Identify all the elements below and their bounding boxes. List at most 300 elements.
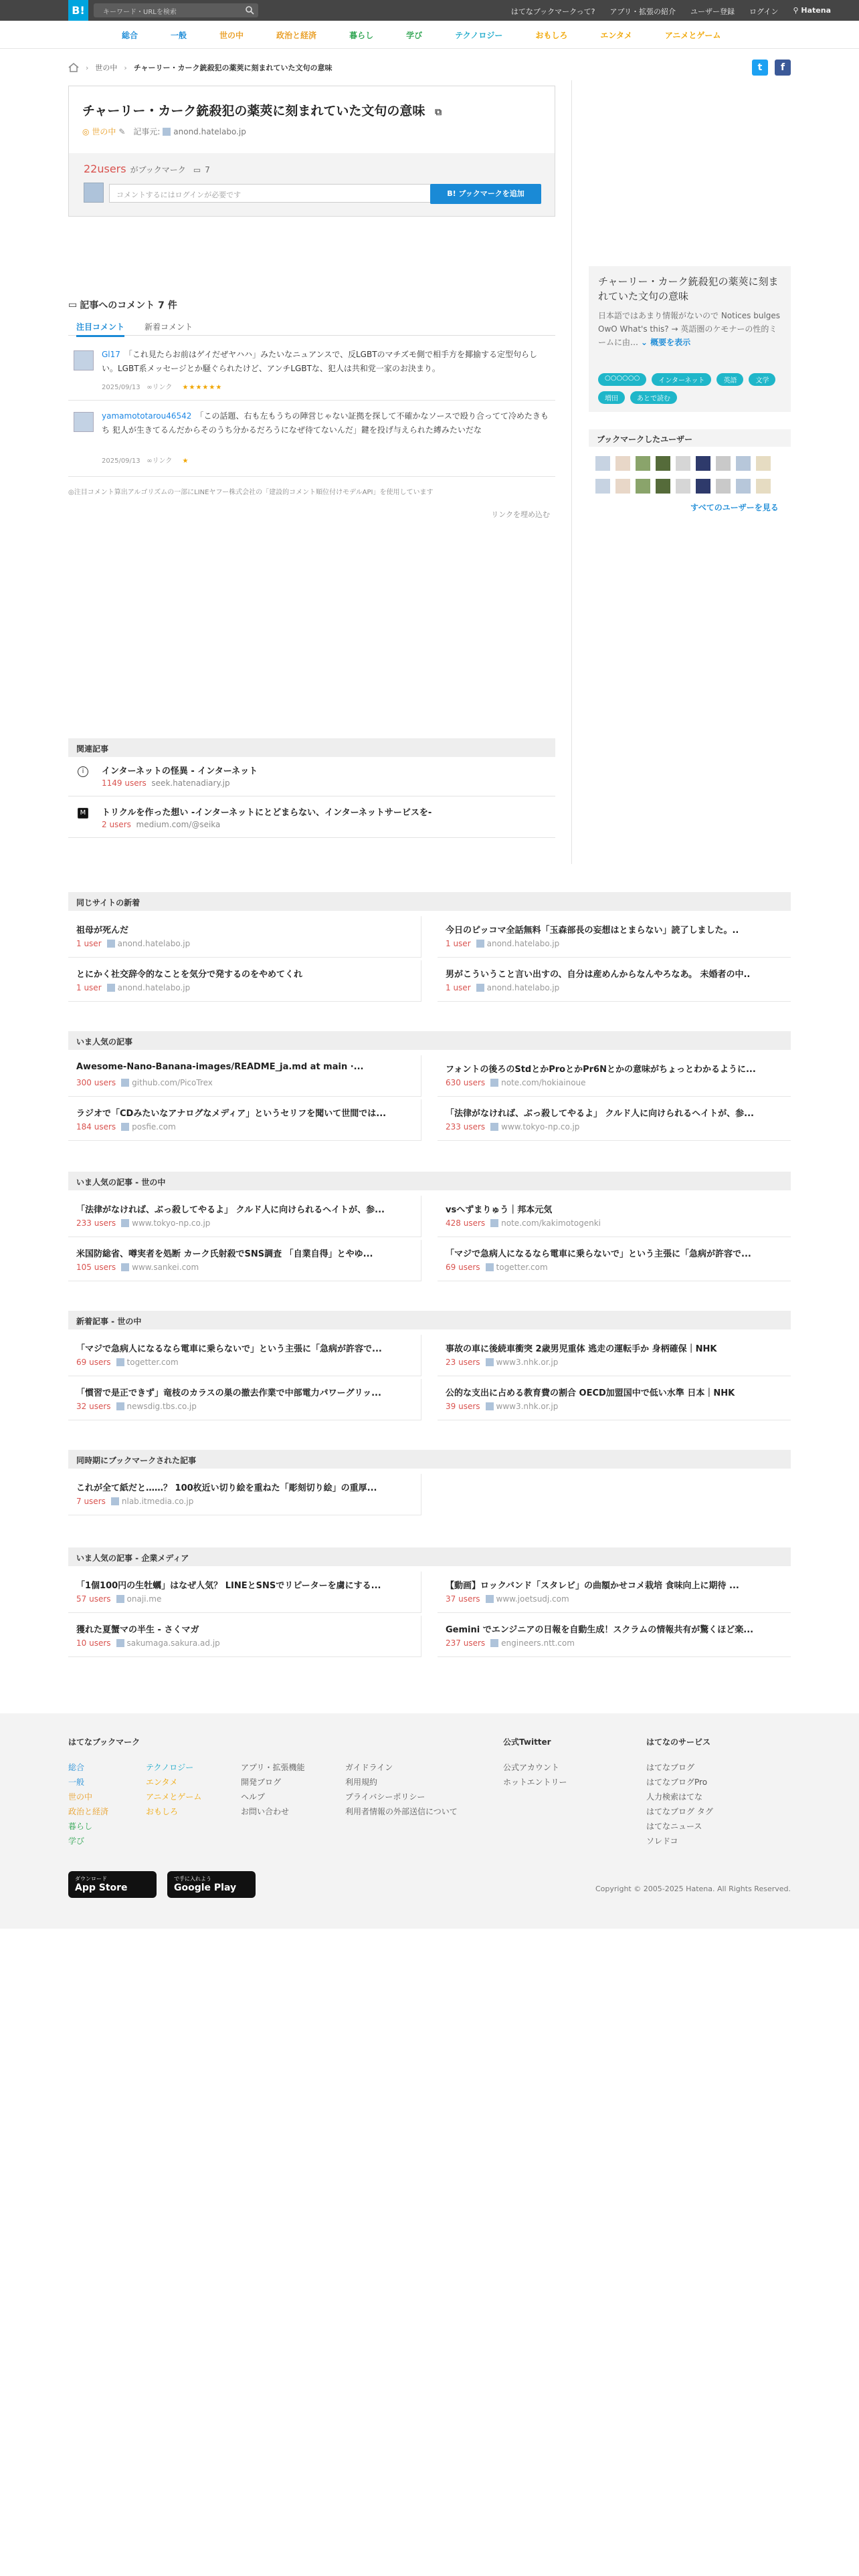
footer-link[interactable]: プライバシーポリシー [345, 1792, 425, 1802]
twitter-share-icon[interactable]: t [752, 60, 768, 76]
category-tab[interactable]: テクノロジー [455, 31, 503, 40]
avatar[interactable] [636, 479, 650, 494]
about-link[interactable]: はてなブックマークって? [510, 7, 595, 16]
section-heading: いま人気の記事 - 企業メディア [68, 1547, 791, 1566]
article-meta [446, 1638, 575, 1648]
related-item[interactable] [68, 764, 555, 797]
avatar[interactable] [595, 479, 610, 494]
section-heading: いま人気の記事 [68, 1031, 791, 1050]
article-site[interactable]: posfie.com [132, 1122, 176, 1132]
article-item[interactable] [68, 1099, 421, 1141]
site-favicon [486, 1595, 494, 1603]
avatar[interactable] [756, 479, 771, 494]
comment-date[interactable]: 2025/09/13 [102, 457, 140, 465]
article-item[interactable] [438, 1099, 791, 1141]
article-title[interactable]: 「慣習で是正できず」竜枝のカラスの巣の撤去作業で中部電力パワーグリッ... [76, 1388, 381, 1398]
footer-col-policy [345, 1760, 458, 1819]
site-favicon [107, 984, 115, 992]
article-meta [446, 1594, 569, 1604]
avatar[interactable] [74, 350, 94, 370]
entry-card [68, 86, 555, 217]
footer-link[interactable]: ホットエントリー [503, 1778, 567, 1787]
article-site[interactable]: www.tokyo-np.co.jp [132, 1218, 211, 1228]
comment-input[interactable]: コメントするにはログインが必要です [109, 184, 452, 203]
footer-link[interactable]: 総合 [68, 1763, 85, 1772]
article-users[interactable]: 233 users [76, 1218, 116, 1228]
source-favicon [163, 128, 171, 136]
article-users[interactable]: 7 users [76, 1497, 106, 1506]
comment-user[interactable]: Gl17 [102, 350, 120, 359]
avatar[interactable] [74, 412, 94, 432]
article-users[interactable]: 1 user [76, 939, 102, 948]
footer-heading: はてなブックマーク [68, 1737, 140, 1747]
avatar[interactable] [676, 479, 690, 494]
article-item[interactable] [438, 960, 791, 1002]
article-site[interactable]: anond.hatelabo.jp [486, 983, 560, 992]
article-site[interactable]: anond.hatelabo.jp [117, 983, 191, 992]
article-users[interactable]: 184 users [76, 1122, 116, 1132]
article-users[interactable]: 69 users [76, 1358, 111, 1367]
footer-link[interactable]: はてなニュース [646, 1822, 702, 1831]
article-meta [446, 939, 559, 948]
login-link[interactable]: ログイン [749, 7, 779, 16]
top-bar [0, 0, 859, 21]
link-icon: ∞ [147, 384, 153, 391]
comment-meta [102, 381, 222, 391]
breadcrumb-section[interactable]: 世の中 [95, 64, 118, 72]
footer-link[interactable]: アプリ・拡張機能 [241, 1763, 305, 1772]
bookmark-count[interactable] [84, 163, 210, 175]
site-favicon [121, 1219, 129, 1227]
article-site[interactable]: www3.nhk.or.jp [496, 1358, 559, 1367]
show-summary-link[interactable] [641, 338, 690, 347]
article-users[interactable]: 23 users [446, 1358, 480, 1367]
article-title[interactable]: 「法律がなければ、ぶっ殺してやるよ」 クルド人に向けられるヘイトが、参... [76, 1205, 385, 1215]
article-meta [446, 1218, 601, 1228]
app-store-label: App Store [75, 1883, 128, 1893]
article-site[interactable]: www.sankei.com [132, 1263, 199, 1272]
article-site[interactable]: www.tokyo-np.co.jp [501, 1122, 580, 1132]
add-bookmark-button[interactable]: B! ブックマークを追加 [430, 184, 541, 204]
tab-new[interactable]: 新着コメント [145, 322, 193, 332]
show-summary-label: 概要を表示 [650, 338, 691, 347]
footer-link[interactable]: 一般 [68, 1778, 85, 1787]
article-meta [446, 983, 559, 992]
site-favicon [116, 1358, 124, 1366]
article-item[interactable] [68, 1474, 421, 1515]
article-item[interactable] [68, 1055, 421, 1097]
footer-heading: はてなのサービス [646, 1737, 711, 1747]
article-site[interactable]: www3.nhk.or.jp [496, 1402, 559, 1411]
article-users[interactable]: 300 users [76, 1078, 116, 1087]
article-site[interactable]: sakumaga.sakura.ad.jp [126, 1638, 220, 1648]
article-meta [76, 939, 190, 948]
entry-meta [82, 126, 246, 137]
search-placeholder: キーワード・URLを検索 [103, 9, 177, 16]
article-users[interactable]: 1 user [446, 983, 471, 992]
summary-desc [598, 309, 783, 349]
article-item[interactable] [438, 1572, 791, 1613]
article-title[interactable]: Gemini でエンジニアの日報を自動生成！スクラムの情報共有が驚くほど楽... [446, 1625, 754, 1635]
footer-col-services [646, 1735, 713, 1848]
related-heading: 関連記事 [68, 738, 555, 757]
footer-link[interactable]: テクノロジー [146, 1763, 194, 1772]
site-favicon [121, 1079, 129, 1087]
related-title[interactable]: トリクルを作った想い -インターネットにとどまらない、インターネットサービスを- [102, 808, 432, 818]
hatena-bookmark-logo[interactable]: B! [68, 0, 88, 21]
category-tab[interactable]: 世の中 [219, 31, 244, 40]
footer [0, 1713, 859, 1929]
footer-link[interactable]: ヘルプ [241, 1792, 266, 1802]
site-favicon [116, 1402, 124, 1410]
article-users[interactable]: 237 users [446, 1638, 486, 1648]
algorithm-notice: ◎注目コメント算出アルゴリズムの一部にLINEヤフー株式会社の「建設的コメント順位付けモデルAPI」を使用しています [68, 489, 434, 496]
search-input[interactable] [94, 3, 258, 17]
footer-link[interactable]: エンタメ [146, 1778, 178, 1787]
article-meta [76, 1638, 220, 1648]
article-site[interactable]: onaji.me [126, 1594, 162, 1604]
article-title[interactable]: Awesome-Nano-Banana-images/README_ja.md at main ·... [76, 1062, 364, 1072]
article-users[interactable]: 233 users [446, 1122, 486, 1132]
article-meta [446, 1263, 548, 1272]
article-site[interactable]: engineers.ntt.com [501, 1638, 575, 1648]
chevron-right-icon: › [124, 63, 127, 72]
related-site[interactable]: seek.hatenadiary.jp [151, 778, 230, 788]
article-item[interactable] [438, 916, 791, 958]
related-users[interactable]: 2 users [102, 820, 131, 829]
signup-link[interactable]: ユーザー登録 [690, 7, 735, 16]
related-item[interactable] [68, 805, 555, 839]
facebook-share-icon[interactable]: f [775, 60, 791, 76]
article-title[interactable]: 今日のピッコマ全話無料「玉森部長の妄想はとまらない」読了しました。.. [446, 926, 739, 936]
category-tab[interactable]: エンタメ [600, 31, 632, 40]
comment-meta [102, 455, 189, 465]
speech-bubble-icon: ▭ [68, 300, 78, 310]
site-favicon [490, 1219, 498, 1227]
chevron-down-icon: ⌄ [640, 338, 651, 347]
divider [68, 400, 555, 401]
article-users[interactable]: 32 users [76, 1402, 111, 1411]
footer-link[interactable]: 暮らし [68, 1822, 93, 1831]
site-favicon [486, 1402, 494, 1410]
entry-category[interactable]: 世の中 [92, 127, 116, 136]
copyright: Copyright © 2005-2025 Hatena. All Rights Reserved. [595, 1885, 791, 1893]
avatar[interactable] [656, 456, 670, 471]
comment-item [68, 348, 555, 393]
category-tab[interactable]: おもしろ [535, 31, 568, 40]
comments-heading [68, 298, 177, 312]
avatar [84, 183, 104, 203]
article-item[interactable] [68, 960, 421, 1002]
tag-badge[interactable]: あとで読む [630, 391, 677, 404]
footer-col-twitter [503, 1735, 567, 1790]
article-item[interactable] [68, 1335, 421, 1376]
site-favicon [476, 940, 484, 948]
article-title[interactable]: フォントの後ろのStdとかProとかPr6Nとかの意味がちょっとわかるように... [446, 1065, 756, 1075]
star-rating[interactable]: ★★★★★★ [182, 384, 223, 391]
google-play-label: Google Play [174, 1883, 237, 1893]
footer-link[interactable]: お問い合わせ [241, 1807, 290, 1816]
article-title[interactable]: 「法律がなければ、ぶっ殺してやるよ」 クルド人に向けられるヘイトが、参... [446, 1109, 754, 1119]
article-meta [76, 1122, 176, 1132]
article-title[interactable]: これが全て紙だと……？ 100枚近い切り絵を重ねた「彫刻切り絵」の重厚... [76, 1483, 377, 1493]
avatar[interactable] [656, 479, 670, 494]
article-meta [446, 1358, 558, 1367]
article-users[interactable]: 10 users [76, 1638, 111, 1648]
site-favicon [490, 1639, 498, 1647]
header-links [511, 6, 831, 17]
article-title[interactable]: ラジオで「CDみたいなアナログなメディア」というセリフを聞いて世間では... [76, 1109, 387, 1119]
divider [68, 837, 555, 838]
article-site[interactable]: newsdig.tbs.co.jp [126, 1402, 197, 1411]
comment-text: 「これ見たらお前はゲイだぜヤハハ」みたいなニュアンスで、反LGBTのマチズモ側で相手方を揶揄する定型句らしい。LGBT系メッセージとか騒ぐられたけど、アンチLGBTな、犯人は共和党一家のお決まり。 [102, 350, 538, 373]
footer-col-categories [146, 1760, 201, 1819]
category-tab[interactable]: 学び [406, 31, 423, 40]
avatar[interactable] [696, 456, 710, 471]
footer-link[interactable]: 利用規約 [345, 1778, 378, 1787]
medium-icon: M [78, 808, 88, 819]
article-item[interactable] [68, 1379, 421, 1420]
article-users[interactable]: 428 users [446, 1218, 486, 1228]
article-item[interactable] [438, 1379, 791, 1420]
article-title[interactable]: 獲れた夏蟹マの半生 - さくマガ [76, 1625, 199, 1635]
divider [68, 476, 555, 477]
site-favicon [486, 1263, 494, 1271]
avatar[interactable] [615, 456, 630, 471]
article-site[interactable]: nlab.itmedia.co.jp [121, 1497, 194, 1506]
bookmark-count-value[interactable]: 22users [84, 163, 126, 175]
avatar[interactable] [736, 479, 751, 494]
related-site[interactable]: medium.com/@seika [136, 820, 221, 829]
article-meta [446, 1402, 558, 1411]
footer-link[interactable]: 公式アカウント [503, 1763, 559, 1772]
home-icon[interactable] [68, 63, 79, 72]
article-item[interactable] [68, 916, 421, 958]
bookmarked-users-grid [595, 456, 756, 494]
hatena-brand-label: Hatena [801, 6, 831, 15]
article-title[interactable]: 「マジで急病人になるなら電車に乗らないで」という主張に「急病が許容で... [446, 1249, 751, 1259]
apps-link[interactable]: アプリ・拡張の紹介 [609, 7, 676, 16]
footer-link[interactable]: ソレドコ [646, 1836, 678, 1846]
star-rating[interactable]: ★ [182, 457, 189, 465]
category-tab[interactable]: 総合 [122, 31, 138, 40]
footer-link[interactable]: おもしろ [146, 1807, 179, 1816]
entry-summary-card [589, 266, 791, 412]
category-tab[interactable]: 一般 [171, 31, 187, 40]
comment-link[interactable]: リンク [152, 457, 173, 465]
category-tab[interactable]: アニメとゲーム [664, 31, 721, 40]
section-heading: 新着記事 - 世の中 [68, 1311, 791, 1329]
article-title[interactable]: とにかく社交辞令的なことを気分で発するのをやめてくれ [76, 970, 303, 980]
comment-link[interactable]: リンク [152, 384, 173, 391]
related-meta [102, 778, 230, 788]
article-meta [76, 1358, 179, 1367]
entry-footer [69, 153, 555, 216]
related-title[interactable]: インターネットの怪異 - インターネット [102, 766, 258, 776]
footer-link[interactable]: はてなブログ タグ [646, 1807, 713, 1816]
entry-title[interactable] [82, 101, 442, 119]
article-site[interactable]: anond.hatelabo.jp [486, 939, 560, 948]
site-favicon [121, 1263, 129, 1271]
section-heading: 同じサイトの新着 [68, 892, 791, 911]
article-meta [76, 1594, 161, 1604]
column-divider [571, 80, 572, 864]
entry-title-text[interactable]: チャーリー・カーク銃殺犯の薬莢に刻まれていた文句の意味 [82, 104, 425, 118]
footer-link[interactable]: アニメとゲーム [146, 1792, 202, 1802]
footer-link[interactable]: 政治と経済 [68, 1807, 109, 1816]
article-meta [76, 1218, 210, 1228]
article-item[interactable] [438, 1055, 791, 1097]
article-users[interactable]: 630 users [446, 1078, 486, 1087]
tab-featured[interactable]: 注目コメント [76, 321, 124, 337]
article-site[interactable]: togetter.com [496, 1263, 548, 1272]
site-favicon [490, 1123, 498, 1131]
footer-link[interactable]: 人力検索はてな [646, 1792, 703, 1802]
source-label: 記事元: [133, 127, 161, 136]
external-link-icon[interactable]: ⧉ [435, 107, 442, 118]
article-meta [76, 983, 190, 992]
related-meta [102, 820, 220, 829]
article-item[interactable] [68, 1240, 421, 1281]
link-icon: ∞ [147, 457, 153, 465]
comment-tabs [68, 318, 555, 336]
site-favicon [486, 1358, 494, 1366]
avatar[interactable] [595, 456, 610, 471]
avatar[interactable] [676, 456, 690, 471]
entry-source[interactable]: anond.hatelabo.jp [173, 126, 246, 136]
comments-heading-text: 記事へのコメント 7 件 [80, 300, 177, 311]
article-users[interactable]: 37 users [446, 1594, 480, 1604]
tag-list [598, 373, 785, 404]
article-item[interactable] [68, 1572, 421, 1613]
avatar[interactable] [756, 456, 771, 471]
article-users[interactable]: 1 user [76, 983, 102, 992]
tag-badge[interactable]: インターネット [652, 373, 711, 386]
section-heading: 同時期にブックマークされた記事 [68, 1450, 791, 1469]
article-title[interactable]: 「マジで急病人になるなら電車に乗らないで」という主張に「急病が許容で... [76, 1344, 382, 1354]
site-favicon [116, 1595, 124, 1603]
app-store-badge[interactable] [68, 1871, 157, 1898]
footer-link[interactable]: 利用者情報の外部送信について [345, 1807, 458, 1816]
tag-badge[interactable]: 文学 [749, 373, 775, 386]
article-site[interactable]: www.joetsudj.com [496, 1594, 569, 1604]
site-favicon [107, 940, 115, 948]
section-heading: いま人気の記事 - 世の中 [68, 1172, 791, 1190]
google-play-badge[interactable] [167, 1871, 256, 1898]
article-meta [76, 1263, 199, 1272]
article-users[interactable]: 105 users [76, 1263, 116, 1272]
footer-col-app [241, 1760, 305, 1819]
article-item[interactable] [438, 1616, 791, 1657]
category-tab[interactable]: 政治と経済 [276, 31, 317, 40]
hatena-brand-link[interactable] [793, 6, 832, 17]
article-site[interactable]: note.com/kakimotogenki [501, 1218, 601, 1228]
article-users[interactable]: 1 user [446, 939, 471, 948]
article-users[interactable]: 69 users [446, 1263, 480, 1272]
article-title[interactable]: 公的な支出に占める教育費の割合 OECD加盟国中で低い水準 日本｜NHK [446, 1388, 735, 1398]
footer-col-bookmark [68, 1735, 140, 1848]
article-users[interactable]: 39 users [446, 1402, 480, 1411]
footer-link[interactable]: 学び [68, 1836, 85, 1846]
article-item[interactable] [68, 1616, 421, 1657]
comment-body [102, 409, 551, 437]
footer-link[interactable]: はてなブログ [646, 1763, 695, 1772]
search-icon[interactable] [245, 5, 254, 15]
tag-badge[interactable]: ○○○○○○ [598, 373, 646, 386]
article-meta [76, 1402, 197, 1411]
avatar[interactable] [716, 479, 731, 494]
article-title[interactable]: 「1個100円の生牡蠣」はなぜ人気？ LINEとSNSでリピーターを虜にする... [76, 1581, 381, 1591]
article-users[interactable]: 57 users [76, 1594, 111, 1604]
article-meta [446, 1078, 586, 1087]
footer-link[interactable]: ガイドライン [345, 1763, 393, 1772]
article-title[interactable]: 【動画】ロックバンド「スタレビ」の曲額かせコメ栽培 食味向上に期待 ... [446, 1581, 739, 1591]
category-tab[interactable]: 暮らし [349, 31, 374, 40]
avatar[interactable] [636, 456, 650, 471]
article-item[interactable] [438, 1240, 791, 1281]
comment-icon: ▭ [193, 165, 201, 175]
embed-link[interactable]: リンクを埋め込む [491, 510, 550, 519]
article-title[interactable]: 祖母が死んだ [76, 926, 129, 936]
bookmark-count-suffix: がブックマーク [130, 165, 186, 175]
tag-badge[interactable]: 英語 [717, 373, 743, 386]
footer-link[interactable]: 世の中 [68, 1792, 93, 1802]
summary-title: チャーリー・カーク銃殺犯の薬莢に刻まれていた文句の意味 [598, 276, 779, 302]
bookmarked-users-heading: ブックマークしたユーザー [589, 429, 791, 447]
comment-date[interactable]: 2025/09/13 [102, 384, 140, 391]
article-meta [76, 1497, 193, 1506]
site-favicon [116, 1639, 124, 1647]
footer-heading: 公式Twitter [503, 1737, 551, 1747]
article-site[interactable]: anond.hatelabo.jp [117, 939, 191, 948]
google-play-small: で手に入れよう [174, 1876, 211, 1882]
site-favicon [111, 1497, 119, 1505]
article-site[interactable]: github.com/PicoTrex [132, 1078, 213, 1087]
article-site[interactable]: note.com/hokiainoue [501, 1078, 586, 1087]
footer-link[interactable]: 開発ブログ [241, 1778, 282, 1787]
site-favicon [490, 1079, 498, 1087]
app-store-small: ダウンロード [75, 1876, 107, 1882]
tag-badge[interactable]: 増田 [598, 391, 625, 404]
comment-body [102, 348, 551, 376]
site-favicon [121, 1123, 129, 1131]
edit-icon[interactable]: ✎ [118, 126, 126, 136]
breadcrumb [68, 60, 332, 75]
avatar[interactable] [696, 479, 710, 494]
article-meta [446, 1122, 579, 1132]
article-title[interactable]: 事故の車に後続車衝突 2歳男児重体 逃走の運転手か 身柄確保｜NHK [446, 1344, 717, 1354]
site-favicon [476, 984, 484, 992]
article-title[interactable]: 米国防総省、噂実者を処断 カーク氏射殺でSNS調査 「自業自得」とやゆ... [76, 1249, 373, 1259]
article-site[interactable]: togetter.com [126, 1358, 179, 1367]
article-title[interactable]: 男がこういうこと言い出すの、自分は産めんからなんやろなあ。 未婚者の中.. [446, 970, 751, 980]
article-item[interactable] [68, 1196, 421, 1237]
avatar[interactable] [615, 479, 630, 494]
article-item[interactable] [438, 1335, 791, 1376]
related-users[interactable]: 1149 users [102, 778, 147, 788]
comment-user[interactable]: yamamototarou46542 [102, 411, 192, 421]
breadcrumb-current: チャーリー・カーク銃殺犯の薬莢に刻まれていた文句の意味 [133, 64, 332, 72]
article-item[interactable] [438, 1196, 791, 1237]
article-meta [76, 1078, 213, 1087]
avatar[interactable] [736, 456, 751, 471]
category-nav [0, 21, 859, 49]
see-all-users-link[interactable]: すべてのユーザーを見る [690, 503, 779, 512]
article-title[interactable]: vsへずまりゅう｜邦本元気 [446, 1205, 553, 1215]
location-pin-icon: ⚲ [793, 6, 801, 15]
avatar[interactable] [716, 456, 731, 471]
footer-link[interactable]: はてなブログPro [646, 1778, 708, 1787]
